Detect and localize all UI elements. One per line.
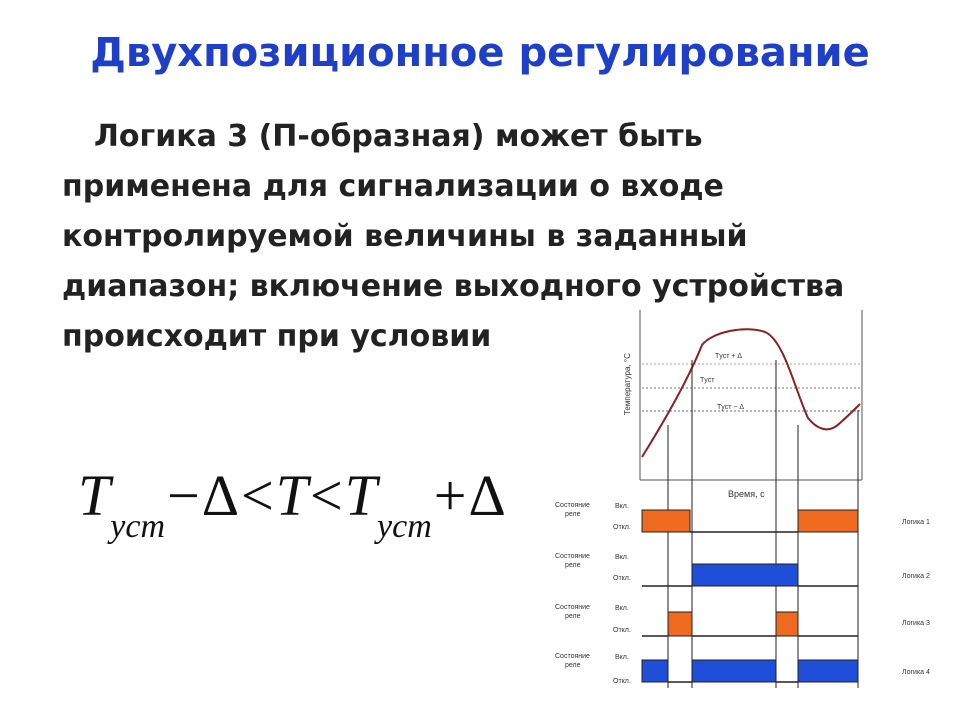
formula-minus: − bbox=[167, 463, 200, 528]
relay-on-pulse bbox=[668, 612, 692, 636]
condition-formula bbox=[78, 462, 506, 552]
on-label: Вкл. bbox=[615, 554, 629, 561]
formula-t1: T bbox=[78, 463, 111, 528]
relay-on-pulse bbox=[642, 510, 690, 532]
formula-lt1: < bbox=[241, 463, 274, 528]
relay-row-logic-3 bbox=[555, 604, 930, 636]
formula-t3: T bbox=[344, 463, 378, 528]
lower-level-label: Tуст − Δ bbox=[717, 404, 745, 411]
logic-label: Логика 3 bbox=[902, 620, 930, 627]
formula-plus: + bbox=[433, 463, 467, 528]
paragraph-line: контролируемой величины в заданный bbox=[62, 219, 748, 254]
off-label: Откл. bbox=[613, 627, 631, 634]
formula-delta1: Δ bbox=[201, 463, 240, 528]
relay-state-label: реле bbox=[565, 613, 581, 620]
relay-row-logic-2 bbox=[555, 553, 930, 586]
slide-title: Двухпозиционное регулирование bbox=[90, 30, 870, 76]
y-axis-label: Температура, °С bbox=[623, 353, 632, 415]
formula-sub1: уст bbox=[110, 508, 166, 545]
x-axis-label: Время, с bbox=[728, 489, 765, 499]
relay-on-pulse bbox=[776, 612, 798, 636]
upper-level-label: Tуст + Δ bbox=[715, 353, 743, 360]
relay-state-label: реле bbox=[565, 662, 581, 669]
off-label: Откл. bbox=[613, 575, 631, 582]
logic-label: Логика 1 bbox=[902, 519, 930, 526]
formula-t2: T bbox=[275, 463, 309, 528]
relay-row-logic-1 bbox=[555, 502, 930, 532]
relay-state-label: Состояние bbox=[555, 502, 590, 509]
relay-on-pulse bbox=[642, 660, 668, 682]
paragraph-line: происходит при условии bbox=[62, 319, 492, 354]
on-label: Вкл. bbox=[615, 605, 629, 612]
off-label: Откл. bbox=[613, 524, 631, 531]
on-label: Вкл. bbox=[615, 654, 629, 661]
relay-state-label: Состояние bbox=[555, 553, 590, 560]
formula-delta2: Δ bbox=[468, 463, 506, 528]
relay-on-pulse bbox=[798, 660, 858, 682]
logic-label: Логика 4 bbox=[902, 669, 930, 676]
temperature-curve bbox=[642, 329, 860, 457]
off-label: Откл. bbox=[613, 678, 631, 685]
relay-on-pulse bbox=[692, 660, 776, 682]
logic-label: Логика 2 bbox=[902, 573, 930, 580]
relay-state-label: реле bbox=[565, 511, 581, 518]
setpoint-level-label: Tуст bbox=[700, 377, 715, 384]
relay-logic-diagram bbox=[540, 310, 950, 690]
formula-sub3: уст bbox=[377, 508, 432, 545]
paragraph-line: Логика 3 (П-образная) может быть bbox=[94, 119, 703, 154]
relay-row-logic-4 bbox=[555, 653, 930, 685]
formula-lt2: < bbox=[310, 463, 343, 528]
relay-state-label: Состояние bbox=[555, 604, 590, 611]
on-label: Вкл. bbox=[615, 503, 629, 510]
relay-on-pulse bbox=[692, 564, 798, 586]
relay-state-label: реле bbox=[565, 562, 581, 569]
paragraph-line: применена для сигнализации о входе bbox=[62, 169, 724, 204]
temperature-plot bbox=[623, 310, 862, 499]
paragraph-line: диапазон; включение выходного устройства bbox=[62, 269, 845, 304]
relay-state-label: Состояние bbox=[555, 653, 590, 660]
relay-on-pulse bbox=[798, 510, 858, 532]
